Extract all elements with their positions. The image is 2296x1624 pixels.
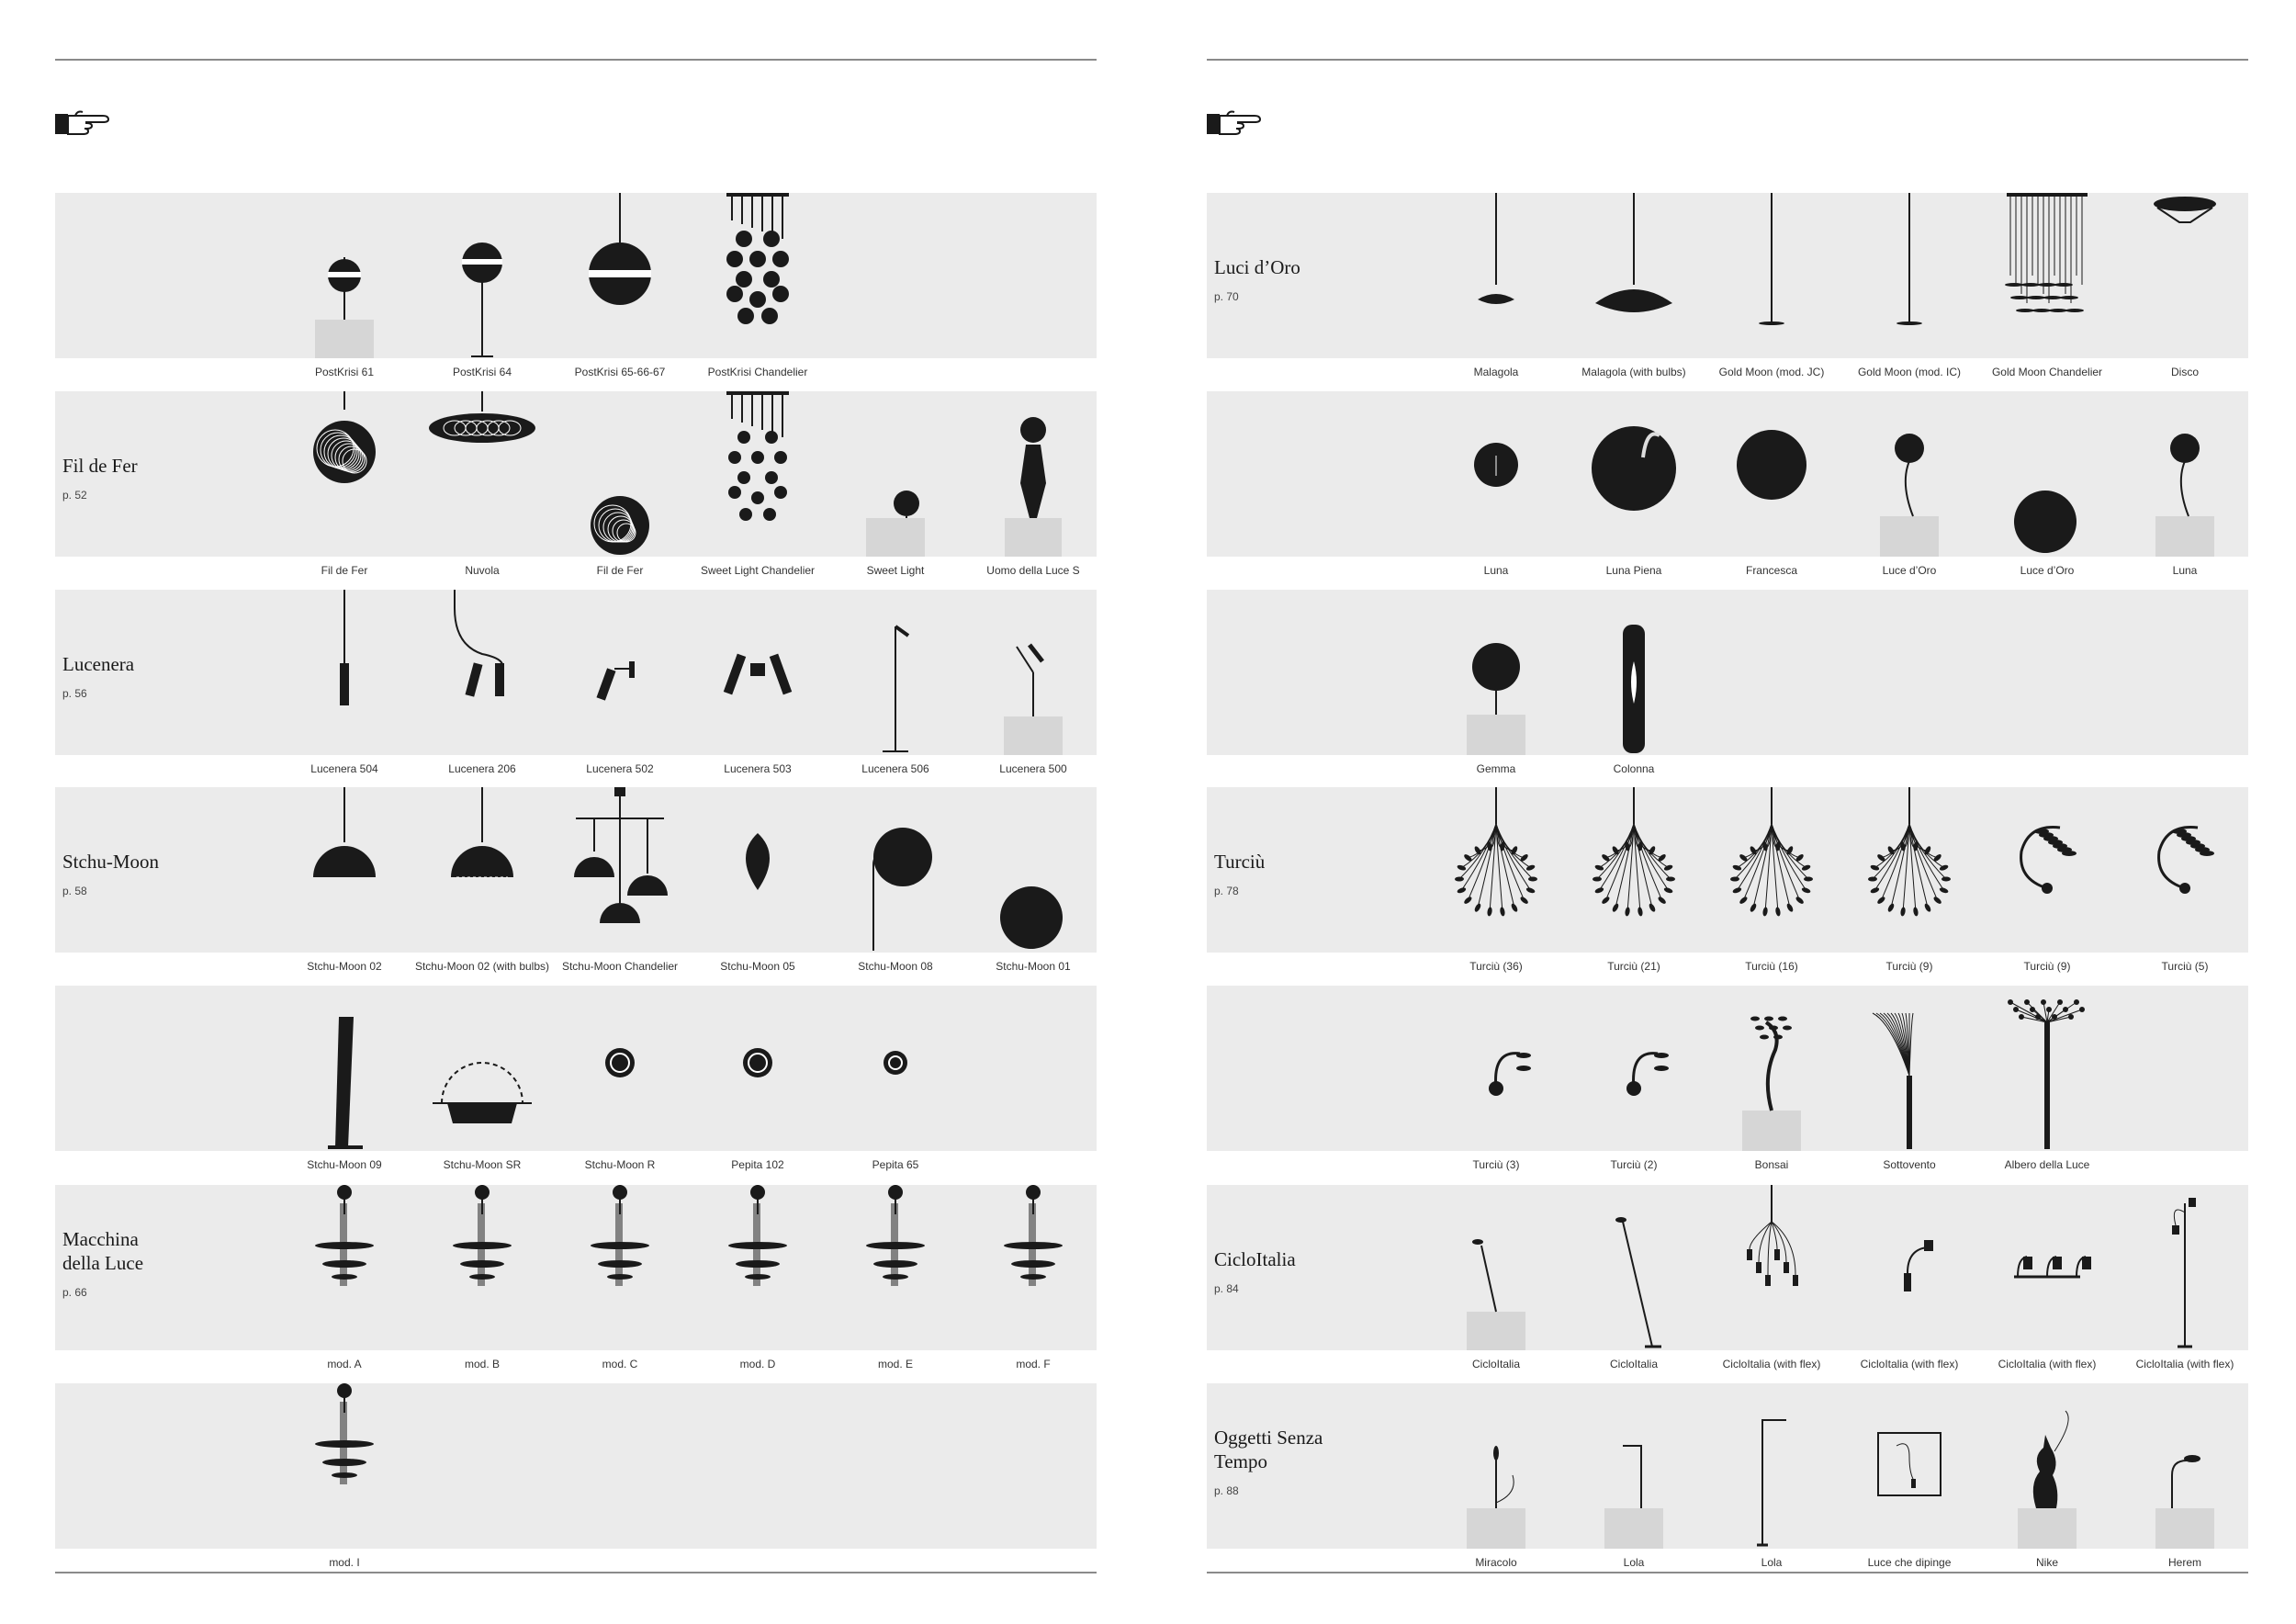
product-caption: Herem [2167,1556,2201,1569]
product-item [689,391,827,589]
product-caption: Francesca [1745,564,1798,577]
cable-wall-lamp-icon [1565,986,1703,1151]
catalog-row [1207,590,2248,787]
flex-wall-lamp-icon [1840,1185,1978,1350]
product-item [1840,986,1978,1183]
product-caption: Lucenera 502 [586,762,654,775]
figure-lamp-icon [964,391,1102,557]
product-caption: Turciù (3) [1472,1158,1520,1171]
product-caption: Stchu-Moon 09 [307,1158,382,1171]
arc-table-lamp-icon [1427,1185,1565,1350]
top-rule [55,59,1097,61]
product-caption: Lucenera 206 [448,762,516,775]
product-item [1703,193,1840,390]
tree-floor-lamp-icon [1978,986,2116,1151]
product-item [689,1185,827,1382]
catalog-row [55,1185,1097,1382]
product-item [413,391,551,589]
catalog-row [55,193,1097,390]
double-wall-spot-icon [689,590,827,755]
wire-chandelier-icon [689,391,827,557]
product-caption: mod. D [739,1358,776,1370]
family-page-ref: p. 88 [1214,1484,1239,1497]
product-caption: Sottovento [1883,1158,1936,1171]
product-item [413,1185,551,1382]
product-item [551,391,689,589]
product-item [1565,1383,1703,1581]
product-caption: Gold Moon Chandelier [1991,366,2103,378]
double-tube-pendant-icon [413,590,551,755]
row-background [55,1383,1097,1549]
product-item [2116,193,2254,390]
product-caption: Luna Piena [1605,564,1662,577]
flex-chandelier-icon [1703,1185,1840,1350]
leaf-pendant-bulbs-icon [1565,193,1703,358]
globe-floor-lamp-icon [413,193,551,358]
product-caption: Sweet Light Chandelier [700,564,816,577]
product-caption: Malagola [1473,366,1519,378]
round-ceiling-lamp-icon [551,986,689,1151]
product-caption: Pepita 65 [872,1158,919,1171]
floor-reading-lamp-icon [827,590,964,755]
catalog-row [1207,1383,2248,1581]
wire-sphere-pendant-icon [276,391,413,557]
product-item [1427,193,1565,390]
disc-table-lamp-icon [1427,590,1565,755]
product-caption: Stchu-Moon 05 [720,960,795,973]
round-wall-lamp-icon [689,986,827,1151]
product-caption: Luce d’Oro [1882,564,1937,577]
wall-spot-icon [551,590,689,755]
wire-table-lamp-icon [827,391,964,557]
product-item [1427,986,1565,1183]
product-caption: Luce che dipinge [1867,1556,1952,1569]
product-caption: CicloItalia (with flex) [1998,1358,2097,1370]
product-item [551,986,689,1183]
cable-wall-lamp-icon [1427,986,1565,1151]
small-round-lamp-icon [827,986,964,1151]
full-moon-wall-lamp-icon [1565,391,1703,557]
product-caption: CicloItalia (with flex) [1722,1358,1821,1370]
product-caption: CicloItalia [1471,1358,1521,1370]
flex-triple-wall-lamp-icon [1978,1185,2116,1350]
product-item [1703,1185,1840,1382]
product-caption: Turciù (36) [1469,960,1523,973]
family-page-ref: p. 84 [1214,1282,1239,1295]
product-caption: Nuvola [465,564,500,577]
cable-bunch-pendant-icon [1427,787,1565,953]
product-caption: PostKrisi 64 [452,366,512,378]
product-caption: Fil de Fer [321,564,368,577]
product-item [2116,391,2254,589]
thin-pendant-icon [1703,193,1840,358]
moon-floor-lamp-icon [964,787,1102,953]
product-item [689,787,827,985]
product-item [1978,391,2116,589]
disc-stack-pendant-icon [276,1383,413,1549]
product-item [276,590,413,787]
product-caption: Stchu-Moon 02 (with bulbs) [414,960,550,973]
product-caption: Miracolo [1475,1556,1517,1569]
family-title: Luci d’Oro [1214,256,1300,278]
product-caption: Colonna [1613,762,1655,775]
product-caption: Gold Moon (mod. JC) [1718,366,1825,378]
left-page [55,0,1097,1624]
product-caption: Turciù (9) [1885,960,1933,973]
product-item [1427,787,1565,985]
family-page-ref: p. 70 [1214,290,1239,303]
product-item [1978,193,2116,390]
catalog-row [1207,986,2248,1183]
framed-lamp-icon [1840,1383,1978,1549]
product-caption: Turciù (5) [2161,960,2209,973]
product-caption: Stchu-Moon Chandelier [561,960,679,973]
product-item [827,787,964,985]
product-item [964,590,1102,787]
product-caption: Gold Moon (mod. IC) [1857,366,1962,378]
product-caption: mod. F [1016,1358,1051,1370]
family-page-ref: p. 52 [62,489,87,502]
product-item [276,1185,413,1382]
disc-stack-pendant-icon [413,1185,551,1350]
product-caption: CicloItalia [1609,1358,1659,1370]
product-item [1427,590,1565,787]
product-item [2116,1185,2254,1382]
product-item [551,590,689,787]
product-item [276,986,413,1183]
product-item [1565,787,1703,985]
product-item [964,391,1102,589]
product-caption: Uomo della Luce S [986,564,1080,577]
product-caption: mod. B [464,1358,500,1370]
twisted-floor-lamp-icon [276,986,413,1151]
product-item [1703,787,1840,985]
disc-wall-lamp-icon [1703,391,1840,557]
product-item [1978,1185,2116,1382]
product-caption: Stchu-Moon 08 [858,960,933,973]
product-caption: Disco [2170,366,2199,378]
product-item [413,193,551,390]
catalog-row [1207,1185,2248,1382]
catalog-row [1207,787,2248,985]
product-caption: Lucenera 500 [999,762,1067,775]
product-item [1565,986,1703,1183]
product-item [276,1383,413,1581]
product-item [1565,193,1703,390]
product-item [276,787,413,985]
product-caption: Luce d’Oro [2020,564,2075,577]
product-caption: Fil de Fer [596,564,644,577]
product-item [689,590,827,787]
product-caption: Lucenera 506 [861,762,929,775]
product-caption: Gemma [1476,762,1516,775]
product-item [1840,1185,1978,1382]
small-moon-wall-lamp-icon [1427,391,1565,557]
floor-lamp-icon [1703,1383,1840,1549]
arc-floor-lamp-icon [1565,1185,1703,1350]
product-item [689,193,827,390]
product-item [1978,986,2116,1183]
product-item [413,787,551,985]
family-title: Oggetti Senza Tempo [1214,1427,1323,1472]
globe-chandelier-icon [689,193,827,358]
disc-stack-pendant-icon [689,1185,827,1350]
ceiling-dome-icon [413,986,551,1151]
family-title: CicloItalia [1214,1248,1296,1270]
product-caption: Lucenera 503 [724,762,792,775]
rabbit-lamp-icon [1978,1383,2116,1549]
thin-pendant-icon [1840,193,1978,358]
product-item [551,1185,689,1382]
disc-stack-pendant-icon [551,1185,689,1350]
right-page [1207,0,2248,1624]
globe-pendant-on-stand-icon [276,193,413,358]
product-caption: PostKrisi Chandelier [707,366,808,378]
product-caption: Turciù (21) [1607,960,1660,973]
wind-floor-lamp-icon [1840,986,1978,1151]
table-reading-lamp-icon [964,590,1102,755]
family-title: Macchina della Luce [62,1228,144,1274]
product-item [1427,1185,1565,1382]
product-item [827,1185,964,1382]
catalog-row [55,1383,1097,1581]
family-title: Stchu-Moon [62,851,159,873]
family-title: Fil de Fer [62,455,138,477]
product-item [1840,1383,1978,1581]
product-caption: Lucenera 504 [310,762,378,775]
product-item [964,787,1102,985]
product-caption: Lola [1623,1556,1645,1569]
product-item [1565,391,1703,589]
product-item [689,986,827,1183]
catalog-row [55,787,1097,985]
product-caption: Luna [1483,564,1509,577]
tube-pendant-icon [276,590,413,755]
product-caption: Bonsai [1754,1158,1789,1171]
product-item [1565,1185,1703,1382]
product-item [276,193,413,390]
cable-spiral-wall-lamp-icon [2116,787,2254,953]
family-page-ref: p. 56 [62,687,87,700]
cable-spiral-wall-lamp-icon [1978,787,2116,953]
catalog-row [55,590,1097,787]
dome-pendant-icon [276,787,413,953]
product-item [827,590,964,787]
product-item [413,986,551,1183]
product-item [1427,391,1565,589]
product-caption: Stchu-Moon R [584,1158,656,1171]
cable-bunch-pendant-icon [1840,787,1978,953]
product-item [1978,787,2116,985]
product-item [1840,787,1978,985]
product-item [2116,1383,2254,1581]
product-item [1703,391,1840,589]
family-page-ref: p. 66 [62,1286,87,1299]
product-caption: Stchu-Moon 02 [307,960,382,973]
product-item [1427,1383,1565,1581]
product-caption: Pepita 102 [731,1158,784,1171]
product-item [551,193,689,390]
product-item [1840,391,1978,589]
product-caption: Stchu-Moon 01 [996,960,1071,973]
product-caption: Albero della Luce [2004,1158,2090,1171]
product-caption: mod. A [327,1358,362,1370]
disc-ceiling-lamp-icon [2116,193,2254,358]
disc-stack-pendant-icon [964,1185,1102,1350]
product-item [276,391,413,589]
product-caption: Turciù (2) [1610,1158,1658,1171]
product-item [827,391,964,589]
product-caption: PostKrisi 65-66-67 [574,366,666,378]
disc-floor-lamp-icon [827,787,964,953]
moon-table-lamp-icon [1840,391,1978,557]
catalog-row [1207,391,2248,589]
product-caption: Malagola (with bulbs) [1581,366,1686,378]
product-item [1978,1383,2116,1581]
product-caption: CicloItalia (with flex) [1860,1358,1959,1370]
pointing-hand-icon [55,107,110,136]
pointing-hand-icon [1207,107,1262,136]
moon-table-lamp-icon [2116,391,2254,557]
family-title: Turciù [1214,851,1266,873]
product-item [1703,986,1840,1183]
dome-chandelier-icon [551,787,689,953]
product-caption: mod. C [602,1358,638,1370]
bird-table-lamp-icon [2116,1383,2254,1549]
product-caption: Turciù (9) [2023,960,2071,973]
product-item [413,590,551,787]
leaf-pendant-icon [1427,193,1565,358]
cable-bunch-pendant-icon [1565,787,1703,953]
wire-sphere-floor-icon [551,391,689,557]
globe-pendant-icon [551,193,689,358]
product-caption: Turciù (16) [1745,960,1798,973]
dome-pendant-bulbs-icon [413,787,551,953]
product-item [827,986,964,1183]
product-caption: Lola [1761,1556,1783,1569]
bonsai-lamp-icon [1703,986,1840,1151]
miracle-table-lamp-icon [1427,1383,1565,1549]
flex-floor-lamp-icon [2116,1185,2254,1350]
product-item [964,1185,1102,1382]
product-caption: Stchu-Moon SR [443,1158,522,1171]
column-lamp-icon [1565,590,1703,755]
catalog-row [55,391,1097,589]
product-caption: PostKrisi 61 [314,366,375,378]
top-rule [1207,59,2248,61]
disc-stack-pendant-icon [827,1185,964,1350]
product-item [1703,1383,1840,1581]
family-page-ref: p. 58 [62,885,87,897]
catalog-row [1207,193,2248,390]
leaf-wall-lamp-icon [689,787,827,953]
table-lamp-icon [1565,1383,1703,1549]
leaf-chandelier-icon [1978,193,2116,358]
product-caption: mod. I [329,1556,360,1569]
catalog-row [55,986,1097,1183]
product-caption: Nike [2035,1556,2058,1569]
product-item [1840,193,1978,390]
family-title: Lucenera [62,653,135,675]
product-caption: Luna [2172,564,2198,577]
product-item [1565,590,1703,787]
wire-cloud-pendant-icon [413,391,551,557]
disc-stack-pendant-icon [276,1185,413,1350]
row-background [1207,590,2248,755]
cable-bunch-pendant-icon [1703,787,1840,953]
moon-floor-lamp-icon [1978,391,2116,557]
product-item [2116,787,2254,985]
product-caption: mod. E [877,1358,913,1370]
product-item [551,787,689,985]
product-caption: CicloItalia (with flex) [2135,1358,2234,1370]
product-caption: Sweet Light [866,564,925,577]
family-page-ref: p. 78 [1214,885,1239,897]
